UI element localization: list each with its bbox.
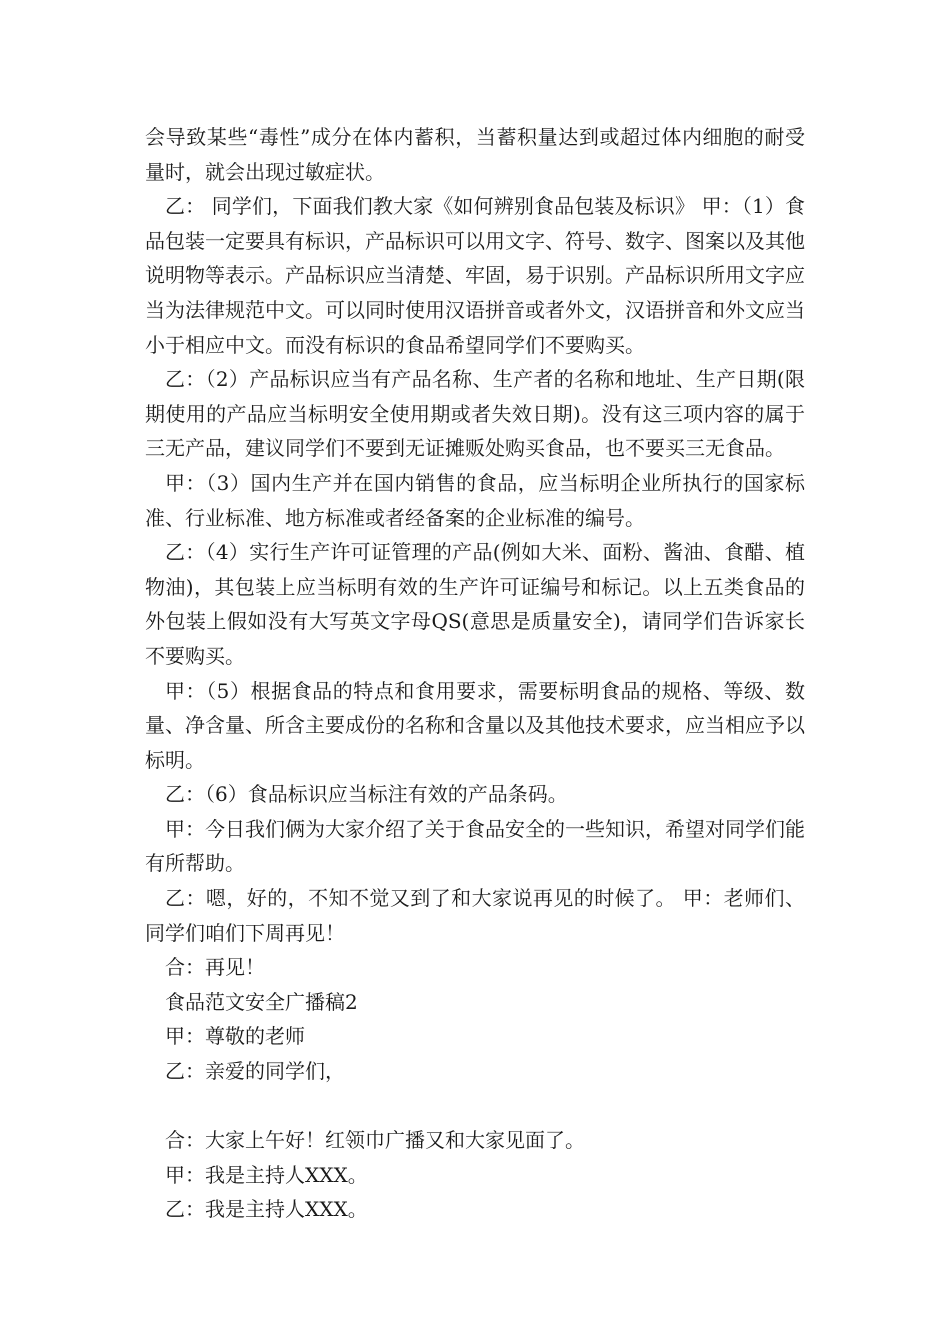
section-heading: 食品范文安全广播稿2: [165, 989, 358, 1014]
paragraph-summary: 甲：今日我们俩为大家介绍了关于食品安全的一些知识，希望对同学们能有所帮助。: [145, 816, 805, 876]
paragraph-item-2: 乙：（2）产品标识应当有产品名称、生产者的名称和地址、生产日期(限期使用的产品应当标明安全使用期或者失效日期)。没有这三项内容的属于三无产品，建议同学们不要到无证摊贩处购买食品，也不要买三无食品。: [145, 367, 805, 461]
paragraph-welcome: 合：大家上午好！红领巾广播又和大家见面了。: [165, 1128, 585, 1153]
paragraph-item-5: 甲：（5）根据食品的特点和食用要求，需要标明食品的规格、等级、数量、净含量、所含主要成份的名称和含量以及其他技术要求，应当相应予以标明。: [145, 678, 805, 772]
paragraph-goodbye: 合：再见！: [165, 955, 265, 980]
paragraph-greeting-teacher: 甲：尊敬的老师: [165, 1024, 305, 1049]
paragraph-farewell: 乙：嗯，好的，不知不觉又到了和大家说再见的时候了。 甲：老师们、同学们咱们下周再见！: [145, 886, 805, 945]
paragraph-item-3: 甲：（3）国内生产并在国内销售的食品，应当标明企业所执行的国家标准、行业标准、地方标准或者经备案的企业标准的编号。: [145, 470, 805, 530]
paragraph-continuation: 会导致某些“毒性”成分在体内蓄积，当蓄积量达到或超过体内细胞的耐受量时，就会出现过敏症状。: [145, 125, 805, 184]
paragraph-host-b: 乙：我是主持人XXX。: [165, 1197, 368, 1222]
paragraph-host-a: 甲：我是主持人XXX。: [165, 1162, 368, 1187]
blank-line: [145, 1089, 805, 1124]
paragraph-greeting-students: 乙：亲爱的同学们，: [165, 1059, 345, 1084]
paragraph-packaging-intro: 乙： 同学们，下面我们教大家《如何辨别食品包装及标识》 甲：（1）食品包装一定要具有标识，产品标识可以用文字、符号、数字、图案以及其他说明物等表示。产品标识应当清楚、牢固，易于识别。产品标识所用文字应当为法律规范中文。可以同时使用汉语拼音或者外文，汉语拼音和外文应当小于相应中文。而没有标识的食品希望同学们不要购买。: [145, 194, 805, 357]
document-body: [145, 120, 805, 1227]
paragraph-item-4: 乙：（4）实行生产许可证管理的产品(例如大米、面粉、酱油、食醋、植物油)，其包装上应当标明有效的生产许可证编号和标记。以上五类食品的外包装上假如没有大写英文字母QS(意思是质量安全)，请同学们告诉家长不要购买。: [145, 540, 805, 668]
paragraph-item-6: 乙：（6）食品标识应当标注有效的产品条码。: [165, 782, 568, 807]
